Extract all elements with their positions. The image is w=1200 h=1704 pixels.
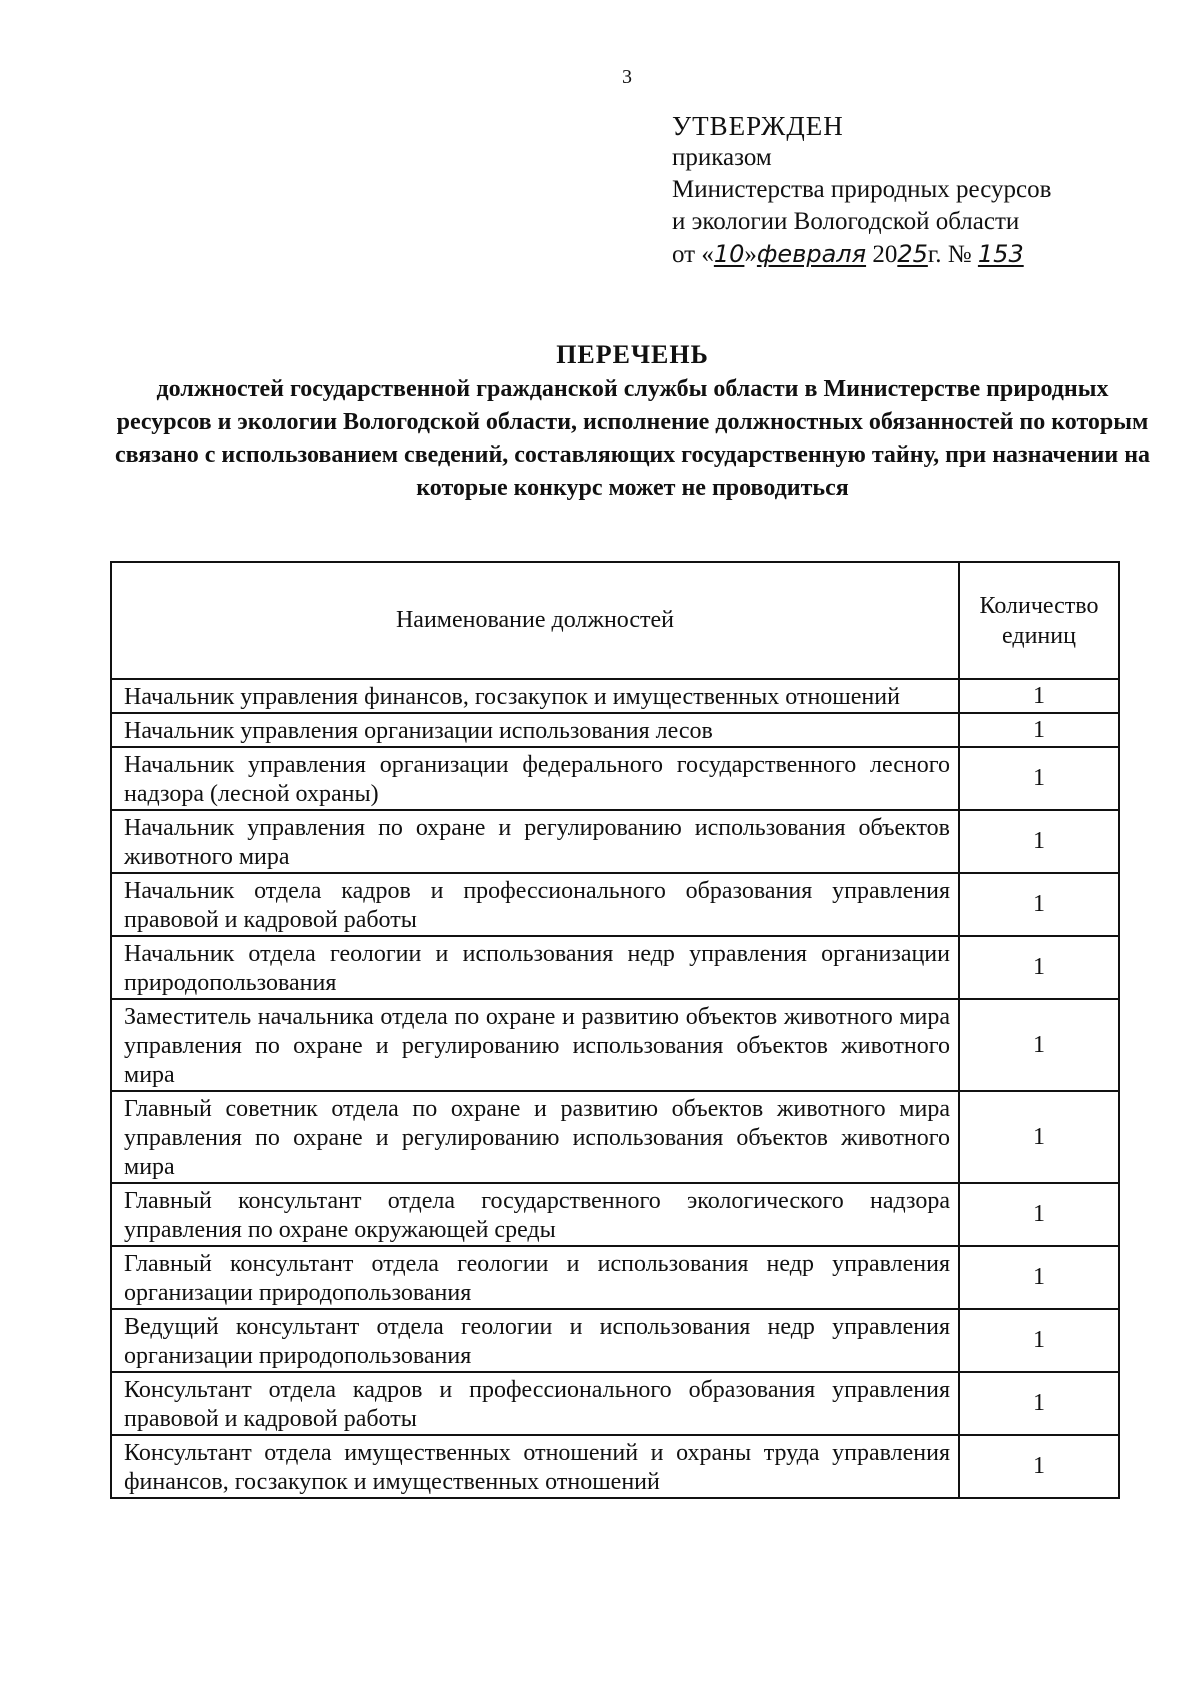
position-count: 1: [959, 713, 1119, 747]
position-name: Консультант отдела имущественных отношений и охраны труда управления финансов, госзакупок и имущественных отношений: [111, 1435, 959, 1498]
position-name: Начальник управления организации федерального государственного лесного надзора (лесной охраны): [111, 747, 959, 810]
position-count: 1: [959, 810, 1119, 873]
position-name: Начальник управления по охране и регулированию использования объектов животного мира: [111, 810, 959, 873]
position-name: Ведущий консультант отдела геологии и использования недр управления организации природопользования: [111, 1309, 959, 1372]
table-row: [111, 936, 1119, 999]
position-name: Заместитель начальника отдела по охране и развитию объектов животного мира управления по охране и регулированию использования объектов животного мира: [111, 999, 959, 1091]
position-name: Начальник отдела кадров и профессионального образования управления правовой и кадровой работы: [111, 873, 959, 936]
date-day: 10: [713, 240, 745, 268]
page-number: 3: [622, 66, 632, 88]
date-prefix: от «: [672, 241, 714, 268]
position-count: 1: [959, 1435, 1119, 1498]
position-count: 1: [959, 679, 1119, 713]
position-count: 1: [959, 747, 1119, 810]
date-month: февраля: [756, 240, 867, 268]
position-count: 1: [959, 936, 1119, 999]
date-mid: »: [744, 241, 757, 268]
table-row: [111, 1435, 1119, 1498]
document-title: [110, 338, 1155, 505]
approval-line-3: и экологии Вологодской области: [672, 208, 1020, 235]
table-row: [111, 713, 1119, 747]
year-prefix: 20: [872, 241, 898, 268]
table-row: [111, 1091, 1119, 1183]
table-row: [111, 810, 1119, 873]
approval-stamp: УТВЕРЖДЕН: [672, 111, 844, 141]
table-row: [111, 1183, 1119, 1246]
year-suffix: 25: [897, 240, 928, 268]
approval-block: [672, 110, 1051, 271]
order-number: 153: [977, 240, 1024, 268]
approval-line-2: Министерства природных ресурсов: [672, 176, 1052, 203]
position-count: 1: [959, 1309, 1119, 1372]
position-name: Начальник управления организации использования лесов: [111, 713, 959, 747]
table-row: [111, 1372, 1119, 1435]
position-name: Начальник управления финансов, госзакупок и имущественных отношений: [111, 679, 959, 713]
table-header-row: [111, 562, 1119, 679]
position-name: Главный советник отдела по охране и развитию объектов животного мира управления по охране и регулированию использования объектов животного мира: [111, 1091, 959, 1183]
number-label: г. №: [927, 241, 972, 268]
position-count: 1: [959, 999, 1119, 1091]
table-row: [111, 1309, 1119, 1372]
table-row: [111, 679, 1119, 713]
table-row: [111, 1246, 1119, 1309]
position-name: Главный консультант отдела геологии и использования недр управления организации природопользования: [111, 1246, 959, 1309]
positions-table: [110, 561, 1120, 1499]
position-name: Консультант отдела кадров и профессионального образования управления правовой и кадровой работы: [111, 1372, 959, 1435]
position-name: Начальник отдела геологии и использования недр управления организации природопользования: [111, 936, 959, 999]
position-count: 1: [959, 1091, 1119, 1183]
table-row: [111, 873, 1119, 936]
position-name: Главный консультант отдела государственного экологического надзора управления по охране окружающей среды: [111, 1183, 959, 1246]
position-count: 1: [959, 1183, 1119, 1246]
header-count: Количество единиц: [959, 562, 1119, 679]
approval-date-line: [672, 238, 1051, 271]
header-name: Наименование должностей: [111, 562, 959, 679]
title-subtitle: должностей государственной гражданской службы области в Министерстве природных ресурсов и экологии Вологодской области, исполнение должностных обязанностей по которым связано с использованием сведений, составляющих государственную тайну, при назначении на которые конкурс может не проводиться: [114, 376, 1151, 501]
title-main: ПЕРЕЧЕНЬ: [556, 340, 709, 369]
approval-line-1: приказом: [672, 144, 772, 171]
position-count: 1: [959, 1246, 1119, 1309]
table-row: [111, 999, 1119, 1091]
position-count: 1: [959, 873, 1119, 936]
position-count: 1: [959, 1372, 1119, 1435]
table-row: [111, 747, 1119, 810]
